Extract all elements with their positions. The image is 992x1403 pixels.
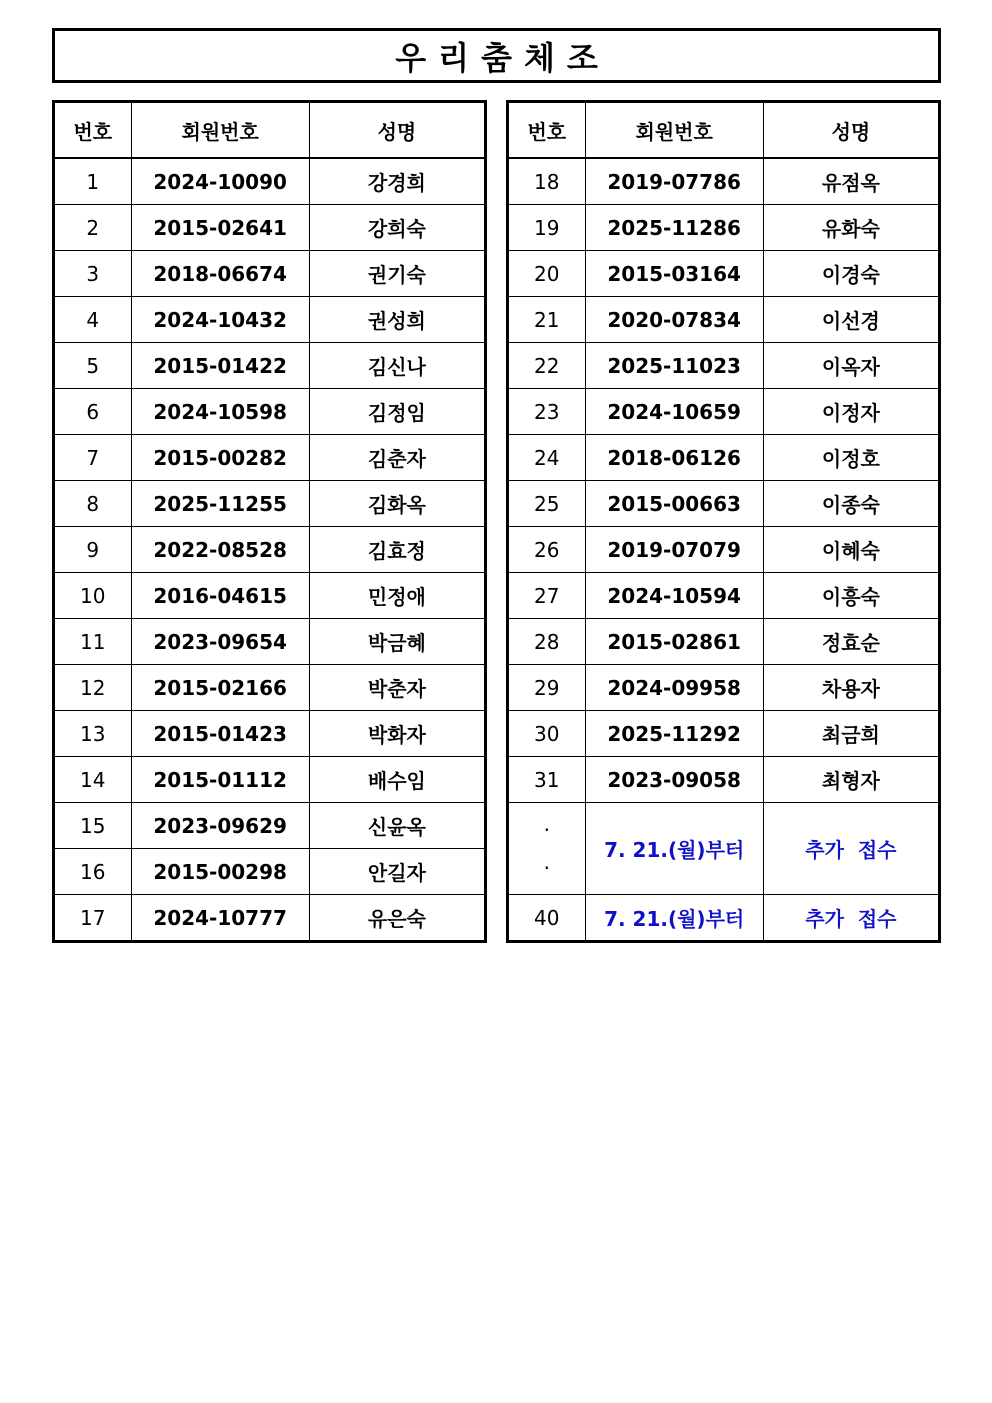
- row-name: 강희숙: [309, 205, 485, 251]
- row-no: 18: [508, 158, 586, 205]
- table-row: [508, 665, 940, 711]
- row-member-id: 2018-06126: [585, 435, 763, 481]
- row-name: 정효순: [763, 619, 939, 665]
- row-member-id: 2024-10659: [585, 389, 763, 435]
- row-name: 권기숙: [309, 251, 485, 297]
- row-name: 이옥자: [763, 343, 939, 389]
- title-box: [52, 28, 941, 83]
- row-member-id: 2025-11292: [585, 711, 763, 757]
- table-row: [54, 849, 486, 895]
- row-member-id: 2015-00282: [131, 435, 309, 481]
- row-no: 5: [54, 343, 132, 389]
- row-no: 31: [508, 757, 586, 803]
- row-member-id: 2024-09958: [585, 665, 763, 711]
- table-row: [508, 389, 940, 435]
- row-name: 안길자: [309, 849, 485, 895]
- table-row: [508, 435, 940, 481]
- table-row: [508, 481, 940, 527]
- row-name: 김신나: [309, 343, 485, 389]
- last-row: [508, 895, 940, 942]
- row-member-id: 2015-02641: [131, 205, 309, 251]
- row-no: 25: [508, 481, 586, 527]
- row-member-id: 2016-04615: [131, 573, 309, 619]
- row-member-id: 2015-00298: [131, 849, 309, 895]
- row-member-id: 2019-07079: [585, 527, 763, 573]
- row-member-id: 2015-03164: [585, 251, 763, 297]
- last-row-from-date: 7. 21.(월)부터: [585, 895, 763, 942]
- last-row-note: 추가 접수: [763, 895, 939, 942]
- roster-table-left: [52, 100, 487, 943]
- table-row: [508, 757, 940, 803]
- row-no: 24: [508, 435, 586, 481]
- row-member-id: 2024-10090: [131, 158, 309, 205]
- row-no: 15: [54, 803, 132, 849]
- row-no: 21: [508, 297, 586, 343]
- row-member-id: 2015-02166: [131, 665, 309, 711]
- row-name: 박화자: [309, 711, 485, 757]
- row-no: 6: [54, 389, 132, 435]
- row-member-id: 2025-11286: [585, 205, 763, 251]
- row-member-id: 2015-00663: [585, 481, 763, 527]
- table-row: [54, 527, 486, 573]
- row-name: 차용자: [763, 665, 939, 711]
- table-row: [508, 297, 940, 343]
- row-name: 유화숙: [763, 205, 939, 251]
- table-row: [508, 158, 940, 205]
- table-row: [54, 435, 486, 481]
- row-no: 26: [508, 527, 586, 573]
- row-member-id: 2019-07786: [585, 158, 763, 205]
- row-name: 박춘자: [309, 665, 485, 711]
- row-name: 민정애: [309, 573, 485, 619]
- table-row: [54, 619, 486, 665]
- row-no: 22: [508, 343, 586, 389]
- additional-dots-cell: [508, 803, 586, 895]
- table-row: [54, 158, 486, 205]
- table-row: [54, 205, 486, 251]
- row-member-id: 2023-09629: [131, 803, 309, 849]
- row-name: 김화옥: [309, 481, 485, 527]
- table-row: [508, 343, 940, 389]
- row-no: 28: [508, 619, 586, 665]
- table-row: [508, 205, 940, 251]
- row-name: 박금혜: [309, 619, 485, 665]
- row-name: 이정호: [763, 435, 939, 481]
- header-member-id: 회원번호: [131, 102, 309, 159]
- row-no: 29: [508, 665, 586, 711]
- table-row: [508, 711, 940, 757]
- row-member-id: 2025-11255: [131, 481, 309, 527]
- header-no: 번호: [54, 102, 132, 159]
- table-row: [508, 573, 940, 619]
- table-row: [54, 803, 486, 849]
- header-row: [54, 102, 486, 159]
- additional-note: 추가 접수: [763, 803, 939, 895]
- row-no: 14: [54, 757, 132, 803]
- table-row: [54, 481, 486, 527]
- header-member-id: 회원번호: [585, 102, 763, 159]
- row-member-id: 2015-01423: [131, 711, 309, 757]
- row-name: 이경숙: [763, 251, 939, 297]
- row-no: 2: [54, 205, 132, 251]
- row-member-id: 2018-06674: [131, 251, 309, 297]
- row-no: 30: [508, 711, 586, 757]
- row-no: 4: [54, 297, 132, 343]
- row-name: 배수임: [309, 757, 485, 803]
- table-row: [54, 665, 486, 711]
- row-name: 김춘자: [309, 435, 485, 481]
- row-no: 16: [54, 849, 132, 895]
- row-member-id: 2024-10598: [131, 389, 309, 435]
- row-name: 권성희: [309, 297, 485, 343]
- row-name: 유은숙: [309, 895, 485, 942]
- row-no: 13: [54, 711, 132, 757]
- table-row: [54, 573, 486, 619]
- row-name: 이종숙: [763, 481, 939, 527]
- row-name: 이혜숙: [763, 527, 939, 573]
- header-no: 번호: [508, 102, 586, 159]
- row-member-id: 2022-08528: [131, 527, 309, 573]
- row-no: 17: [54, 895, 132, 942]
- row-member-id: 2024-10432: [131, 297, 309, 343]
- row-name: 이선경: [763, 297, 939, 343]
- roster-table-right: [506, 100, 941, 943]
- dot-2: ·: [543, 855, 550, 880]
- row-name: 이정자: [763, 389, 939, 435]
- row-no: 1: [54, 158, 132, 205]
- table-row: [54, 297, 486, 343]
- table-row: [54, 895, 486, 942]
- row-no: 12: [54, 665, 132, 711]
- row-member-id: 2015-02861: [585, 619, 763, 665]
- row-no: 10: [54, 573, 132, 619]
- row-member-id: 2023-09654: [131, 619, 309, 665]
- row-name: 김정임: [309, 389, 485, 435]
- row-no: 27: [508, 573, 586, 619]
- row-name: 최금희: [763, 711, 939, 757]
- row-member-id: 2015-01422: [131, 343, 309, 389]
- row-name: 유점옥: [763, 158, 939, 205]
- additional-from-date: 7. 21.(월)부터: [585, 803, 763, 895]
- table-row: [508, 527, 940, 573]
- row-no: 9: [54, 527, 132, 573]
- table-row: [54, 389, 486, 435]
- row-no: 8: [54, 481, 132, 527]
- row-name: 이흥숙: [763, 573, 939, 619]
- row-no: 7: [54, 435, 132, 481]
- header-name: 성명: [763, 102, 939, 159]
- table-row: [508, 251, 940, 297]
- additional-row: [508, 803, 940, 895]
- table-row: [54, 757, 486, 803]
- row-name: 최형자: [763, 757, 939, 803]
- header-name: 성명: [309, 102, 485, 159]
- row-member-id: 2024-10594: [585, 573, 763, 619]
- dot-1: ·: [543, 817, 550, 842]
- table-row: [54, 711, 486, 757]
- row-member-id: 2023-09058: [585, 757, 763, 803]
- row-no: 19: [508, 205, 586, 251]
- row-no: 23: [508, 389, 586, 435]
- table-row: [54, 343, 486, 389]
- row-no: 20: [508, 251, 586, 297]
- page-title: 우리춤체조: [395, 38, 610, 77]
- row-name: 강경희: [309, 158, 485, 205]
- row-member-id: 2015-01112: [131, 757, 309, 803]
- table-row: [508, 619, 940, 665]
- row-name: 신윤옥: [309, 803, 485, 849]
- row-no: 11: [54, 619, 132, 665]
- row-member-id: 2025-11023: [585, 343, 763, 389]
- table-row: [54, 251, 486, 297]
- row-member-id: 2024-10777: [131, 895, 309, 942]
- row-member-id: 2020-07834: [585, 297, 763, 343]
- header-row: [508, 102, 940, 159]
- row-name: 김효정: [309, 527, 485, 573]
- row-no: 3: [54, 251, 132, 297]
- last-row-no: 40: [508, 895, 586, 942]
